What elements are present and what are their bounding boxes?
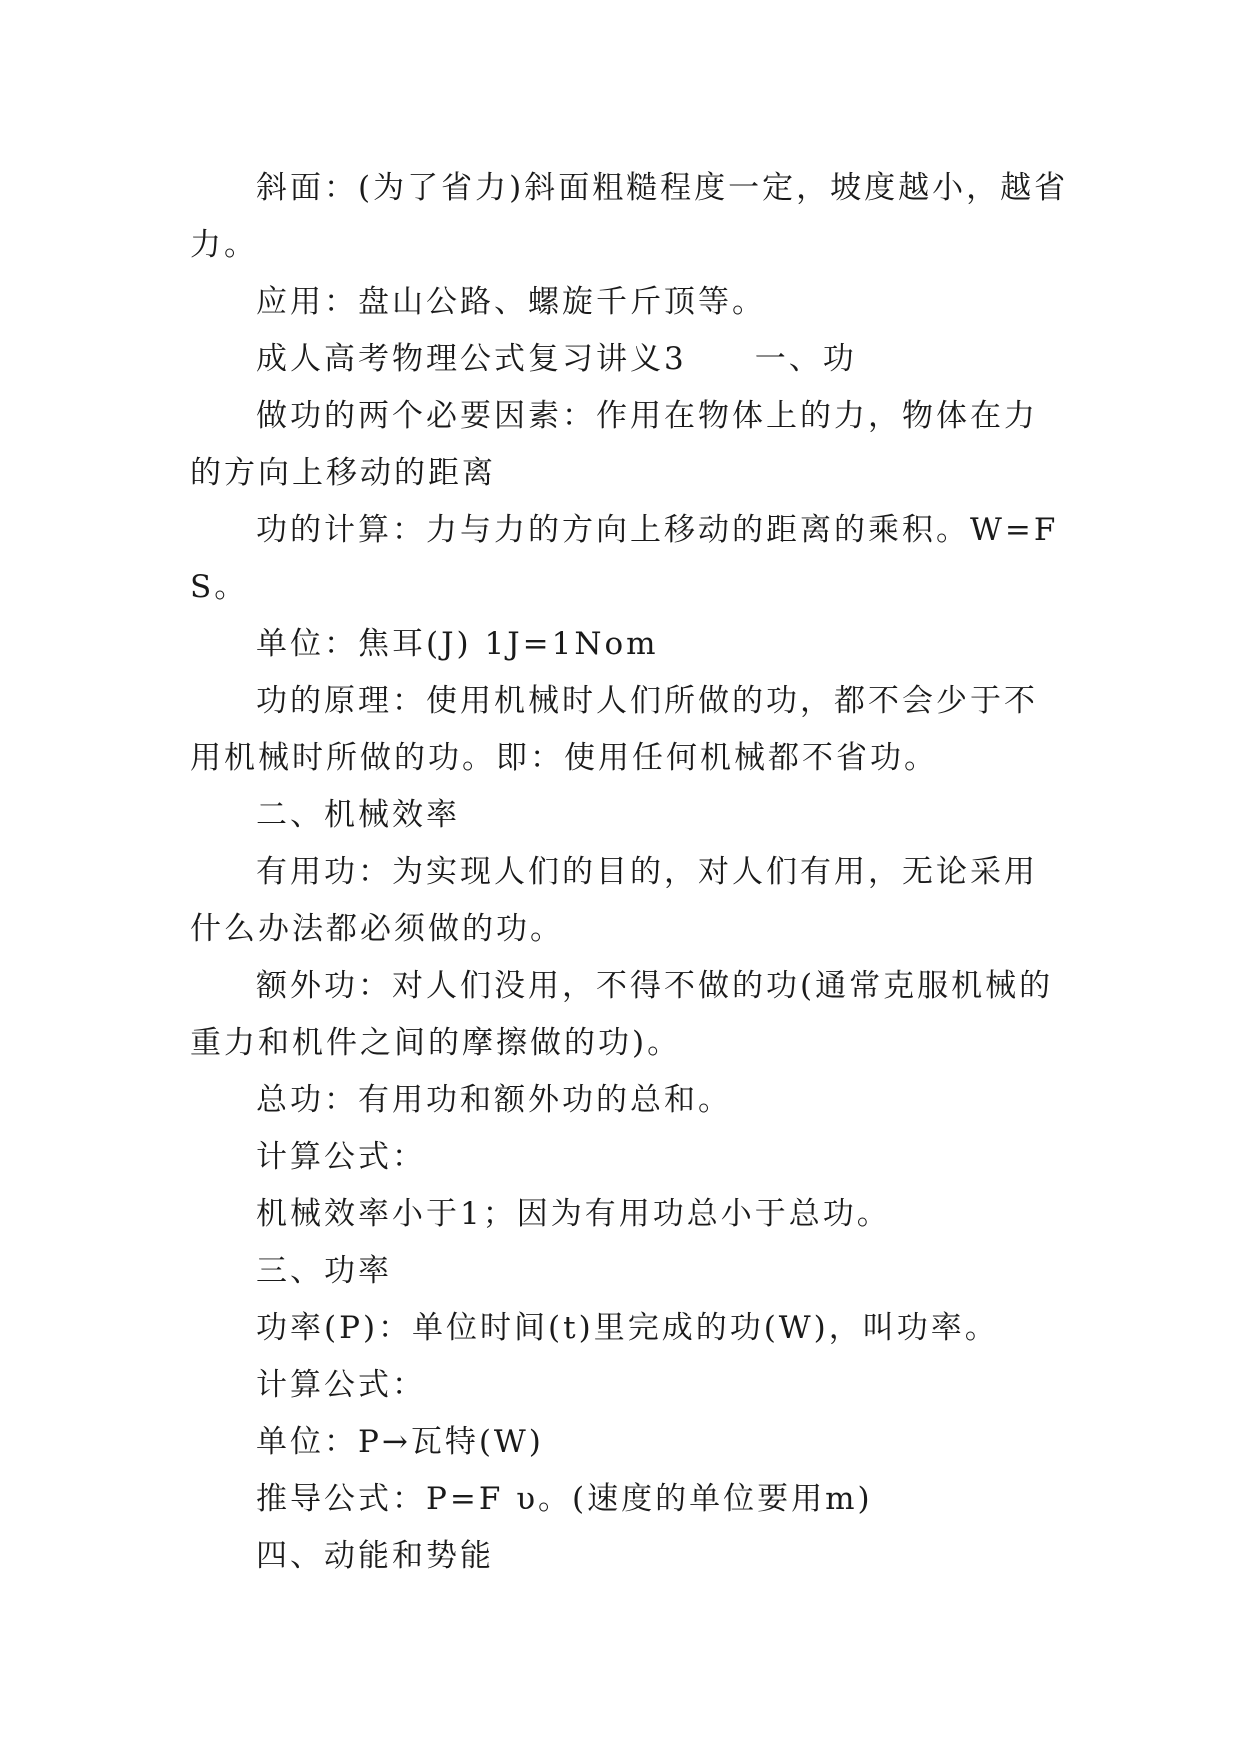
paragraph-application: 应用：盘山公路、螺旋千斤顶等。 [256,284,766,320]
paragraph-work-principle: 功的原理：使用机械时人们所做的功，都不会少于不用机械时所做的功。即：使用任何机械都不省功。 [190,683,1038,776]
paragraph-power-formula-label: 计算公式： [256,1367,426,1403]
paragraph-extra-work: 额外功：对人们没用，不得不做的功(通常克服机械的重力和机件之间的摩擦做的功)。 [190,968,1054,1061]
paragraph-work-unit: 单位：焦耳(J) 1J=1Nom [256,626,659,662]
paragraph-useful-work: 有用功：为实现人们的目的，对人们有用，无论采用什么办法都必须做的功。 [190,854,1038,947]
paragraph-work-factors: 做功的两个必要因素：作用在物体上的力，物体在力的方向上移动的距离 [190,398,1038,491]
paragraph-total-work: 总功：有用功和额外功的总和。 [256,1082,732,1118]
paragraph-work-calculation: 功的计算：力与力的方向上移动的距离的乘积。W=FS。 [190,512,1059,605]
heading-power: 三、功率 [256,1253,392,1289]
paragraph-section-title: 成人高考物理公式复习讲义3 一、功 [256,341,857,377]
paragraph-incline: 斜面：(为了省力)斜面粗糙程度一定，坡度越小，越省力。 [190,170,1069,263]
paragraph-power-unit: 单位：P→瓦特(W) [256,1424,544,1460]
heading-kinetic-potential-energy: 四、动能和势能 [256,1538,494,1574]
paragraph-power-definition: 功率(P)：单位时间(t)里完成的功(W)，叫功率。 [256,1310,999,1346]
paragraph-formula-label: 计算公式： [256,1139,426,1175]
paragraph-derived-formula: 推导公式：P=F υ。(速度的单位要用m) [256,1481,873,1517]
document-body [190,160,1070,1585]
paragraph-efficiency-note: 机械效率小于1；因为有用功总小于总功。 [256,1196,891,1232]
heading-mechanical-efficiency: 二、机械效率 [256,797,460,833]
